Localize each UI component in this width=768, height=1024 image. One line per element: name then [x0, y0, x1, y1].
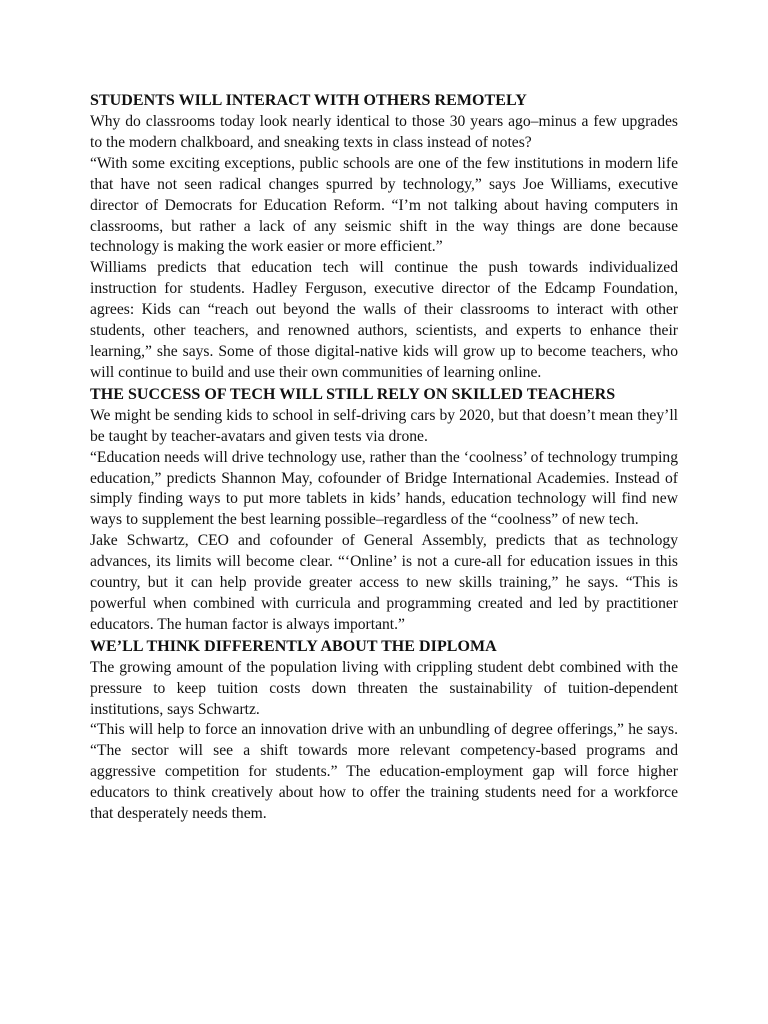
- section-heading-remote: STUDENTS WILL INTERACT WITH OTHERS REMOTELY: [90, 92, 527, 109]
- paragraph: “With some exciting exceptions, public schools are one of the few institutions in modern life that have not seen radical changes spurred by technology,” says Joe Williams, executive director of Democrats for Education Reform. “I’m not talking about having computers in classrooms, but rather a lack of any seismic shift in the way things are done because technology is making the work easier or more efficient.”: [90, 154, 678, 256]
- section-heading-teachers: THE SUCCESS OF TECH WILL STILL RELY ON SKILLED TEACHERS: [90, 385, 616, 403]
- section-heading-diploma: WE’LL THINK DIFFERENTLY ABOUT THE DIPLOMA: [90, 637, 497, 655]
- paragraph: “Education needs will drive technology use, rather than the ‘coolness’ of technology trumping education,” predicts Shannon May, cofounder of Bridge International Academies. Instead of simply finding ways to put more tablets in kids’ hands, education technology will find new ways to supplement the best learning possible–regardless of the “coolness” of new tech.: [90, 448, 678, 529]
- document-page: [90, 90, 678, 825]
- paragraph: Jake Schwartz, CEO and cofounder of General Assembly, predicts that as technology advances, its limits will become clear. “‘Online’ is not a cure-all for education issues in this country, but it can help provide greater access to new skills training,” he says. “This is powerful when combined with curricula and programming created and led by practitioner educators. The human factor is always important.”: [90, 532, 678, 633]
- paragraph: The growing amount of the population living with crippling student debt combined with the pressure to keep tuition costs down threaten the sustainability of tuition-dependent institutions, says Schwartz.: [90, 658, 678, 718]
- paragraph: Williams predicts that education tech will continue the push towards individualized instruction for students. Hadley Ferguson, executive director of the Edcamp Foundation, agrees: Kids can “reach out beyond the walls of their classrooms to interact with other students, other teachers, and renowned authors, scientists, and experts to enhance their learning,” she says. Some of those digital-native kids will grow up to become teachers, who will continue to build and use their own communities of learning online.: [90, 259, 678, 381]
- paragraph: We might be sending kids to school in self-driving cars by 2020, but that doesn’t mean they’ll be taught by teacher-avatars and given tests via drone.: [90, 406, 678, 445]
- paragraph: “This will help to force an innovation drive with an unbundling of degree offerings,” he says. “The sector will see a shift towards more relevant competency-based programs and aggressive competition for students.” The education-employment gap will force higher educators to think creatively about how to offer the training students need for a workforce that desperately needs them.: [90, 721, 678, 823]
- paragraph: Why do classrooms today look nearly identical to those 30 years ago–minus a few upgrades to the modern chalkboard, and sneaking texts in class instead of notes?: [90, 113, 678, 151]
